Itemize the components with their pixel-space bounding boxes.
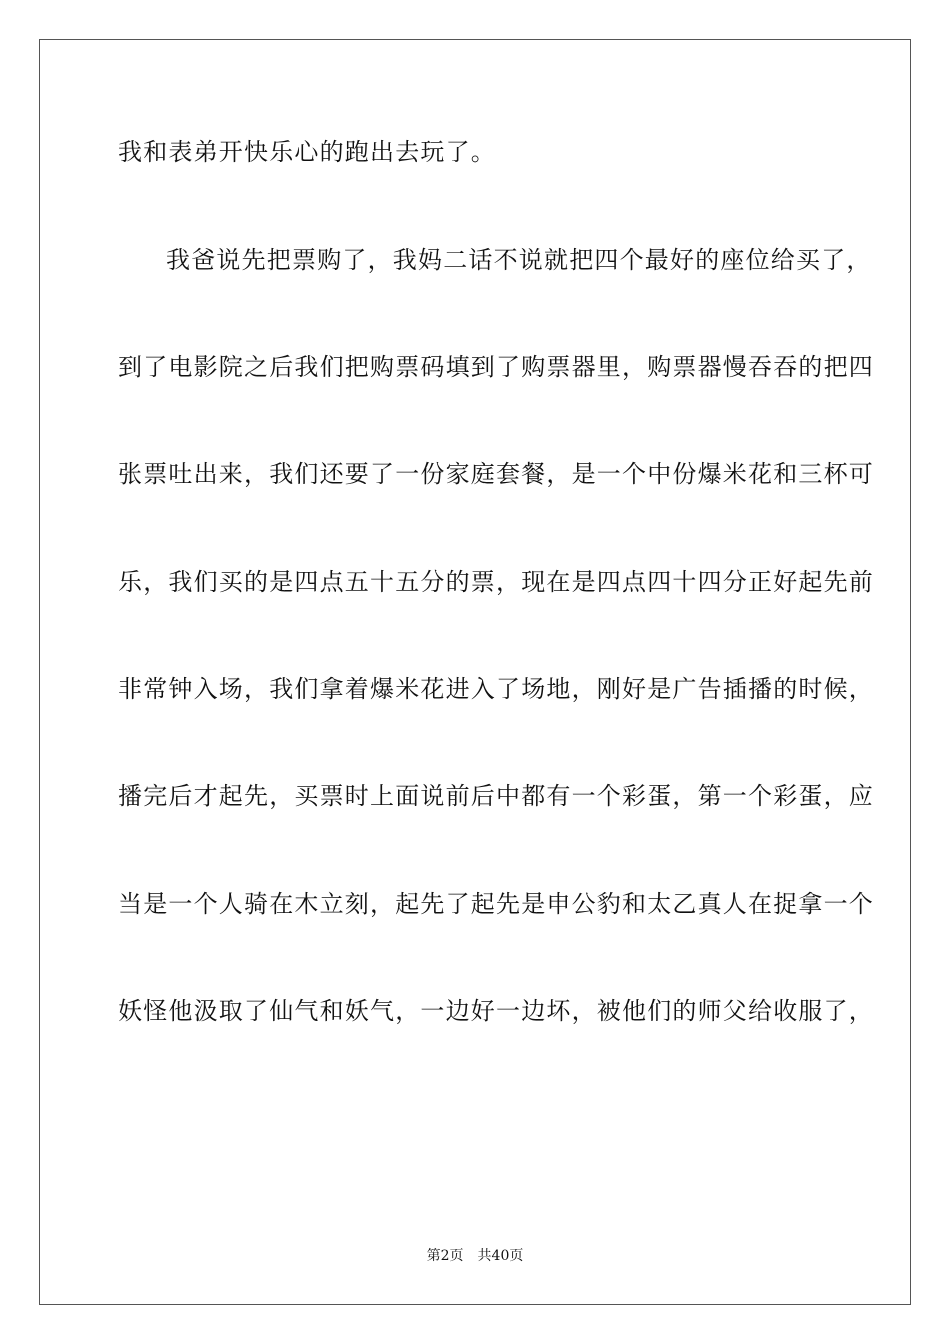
text-line-9: 妖怪他汲取了仙气和妖气，一边好一边坏，被他们的师父给收服了， bbox=[118, 997, 874, 1025]
text-line-8: 当是一个人骑在木立刻，起先了起先是申公豹和太乙真人在捉拿一个 bbox=[118, 890, 874, 918]
text-line-3: 到了电影院之后我们把购票码填到了购票器里，购票器慢吞吞的把四 bbox=[118, 353, 874, 381]
page-footer bbox=[0, 1246, 950, 1266]
text-line-7: 播完后才起先，买票时上面说前后中都有一个彩蛋，第一个彩蛋，应 bbox=[118, 782, 874, 810]
text-line-4: 张票吐出来，我们还要了一份家庭套餐，是一个中份爆米花和三杯可 bbox=[118, 460, 874, 488]
page-number: 第2页 bbox=[426, 1248, 464, 1264]
text-line-6: 非常钟入场，我们拿着爆米花进入了场地，刚好是广告插播的时候， bbox=[118, 675, 874, 703]
text-line-2-paragraph-start: 我爸说先把票购了，我妈二话不说就把四个最好的座位给买了， bbox=[166, 246, 872, 274]
text-line-1: 我和表弟开快乐心的跑出去玩了。 bbox=[118, 138, 496, 166]
text-line-5: 乐，我们买的是四点五十五分的票，现在是四点四十四分正好起先前 bbox=[118, 568, 874, 596]
page-total: 共40页 bbox=[477, 1248, 524, 1264]
page-border bbox=[39, 39, 911, 1305]
